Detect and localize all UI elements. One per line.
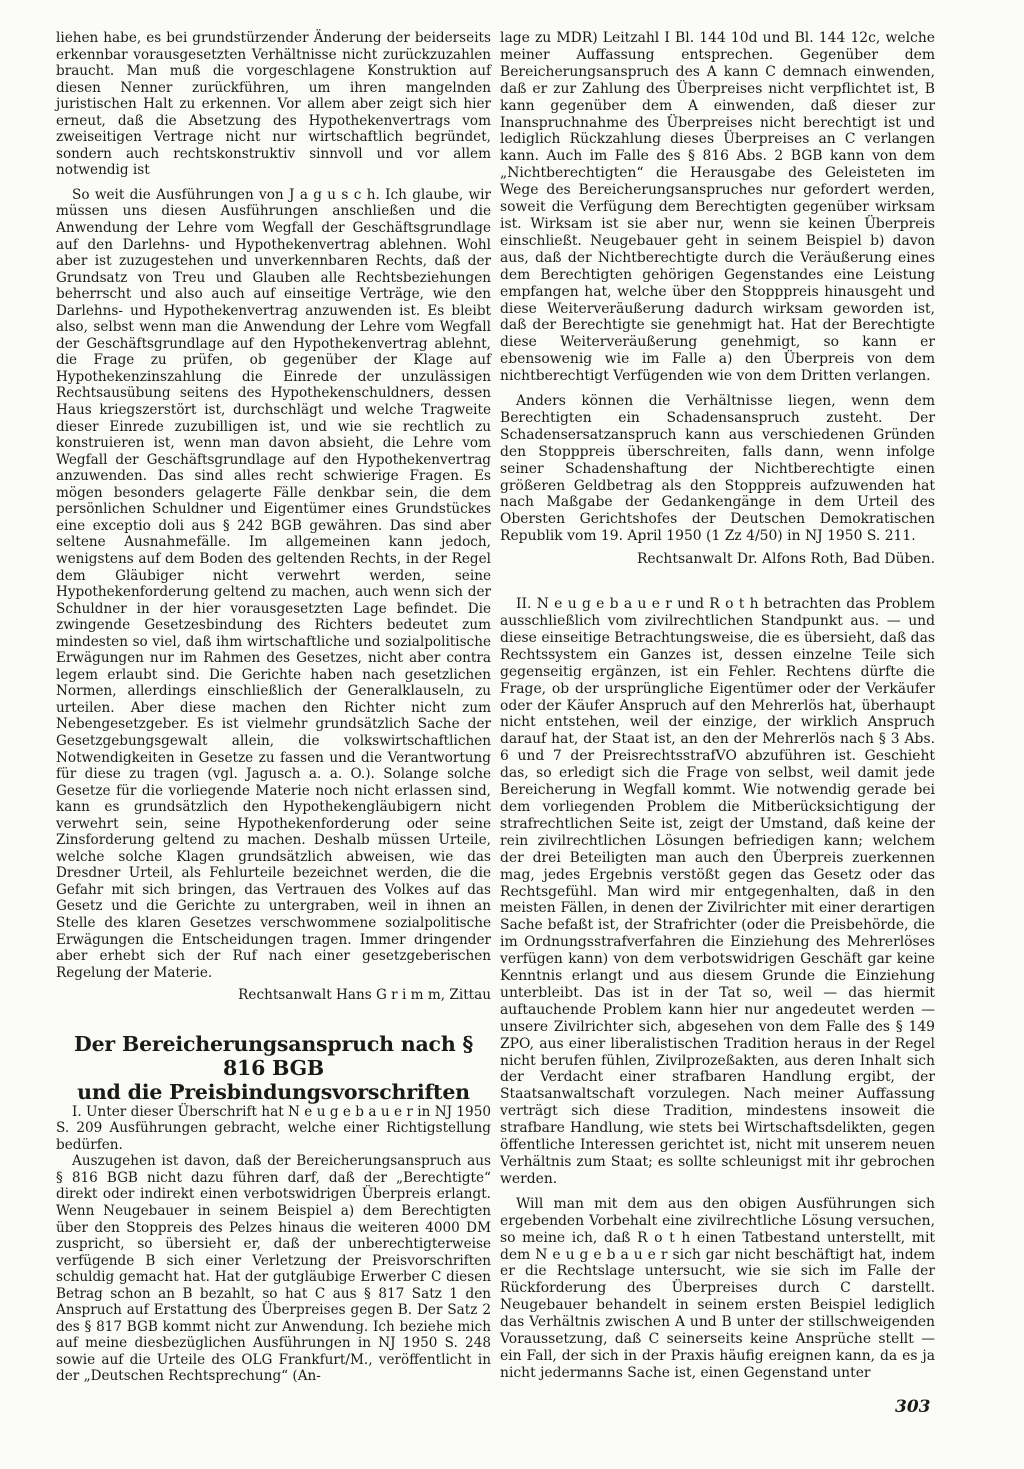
- page-number: 303: [895, 1397, 931, 1417]
- article-heading-line1: Der Bereicherungsanspruch nach § 816 BGB: [74, 1031, 473, 1080]
- paragraph: So weit die Ausführungen von J a g u s c h. Ich glaube, wir müssen uns diesen Ausführungen anschließen und die Anwendung der Lehre vom Wegfall der Geschäftsgrundlage auf den Darlehns- und Hypothekenvertrag ablehnen. Wohl aber ist zuzugestehen und unverkennbaren Rechts, daß der Grundsatz von Treu und Glauben alle Rechtsbeziehungen beherrscht und also auch auf einseitige Verträge, wie den Darlehns- und Hypothekenvertrag anzuwenden ist. Es bleibt also, selbst wenn man die Anwendung der Lehre vom Wegfall der Geschäftsgrundlage auf den Hypothekenvertrag ablehnt, die Frage zu prüfen, ob gegenüber der Klage auf Hypothekenzinszahlung die Einrede der unzulässigen Rechtsausübung seitens des Hypothekenschuldners, dessen Haus kriegszerstört ist, durchschlägt und welche Tragweite dieser Einrede zuzubilligen ist, und wie sie rechtlich zu konstruieren ist, wenn man davon absieht, die Lehre vom Wegfall der Geschäftsgrundlage auf den Hypothekenvertrag anzuwenden. Das sind alles recht schwierige Fragen. Es mögen besonders gelagerte Fälle denkbar sein, die dem persönlichen Schuldner und Eigentümer eines Grundstückes eine exceptio doli aus § 242 BGB gewähren. Das sind aber seltene Ausnahmefälle. Im allgemeinen kann jedoch, wenigstens auf dem Boden des geltenden Rechts, in der Regel dem Gläubiger nicht verwehrt werden, seine Hypothekenforderung geltend zu machen, auch wenn sich der Schuldner in der hier vorausgesetzten Lage befindet. Die zwingende Gesetzesbindung des Richters bedeutet zum mindesten so viel, daß ihm wirtschaftliche und sozialpolitische Erwägungen nur im Rahmen des Gesetzes, nicht aber contra legem erlaubt sind. Die Gerichte haben nach gesetzlichen Normen, allerdings einschließlich der Generalklauseln, zu urteilen. Aber diese machen den Richter nicht zum Nebengesetzgeber. Es ist vielmehr grundsätzlich Sache der Gesetzgebungsgewalt allein, die volkswirtschaftlichen Notwendigkeiten in Gesetze zu fassen und die Verantwortung für diese zu tragen (vgl. Jagusch a. a. O.). Solange solche Gesetze für die vorliegende Materie noch nicht erlassen sind, kann es grundsätzlich den Hypothekengläubigern nicht verwehrt sein, seine Hypothekenforderung oder seine Zinsforderung geltend zu machen. Deshalb müssen Urteile, welche solche Klagen grundsätzlich abweisen, wie das Dresdner Urteil, als Fehlurteile bezeichnet werden, die die Gefahr mit sich bringen, das Vertrauen des Volkes auf das Gesetz und die Gerichte zu untergraben, weil in ihnen an Stelle des klaren Gesetzes verschwommene sozialpolitische Erwägungen die Entscheidungen tragen. Immer dringender aber erhebt sich der Ruf nach einer gesetzgeberischen Regelung der Materie.: [56, 186, 491, 981]
- author-signature: Rechtsanwalt Hans G r i m m, Zittau: [238, 987, 491, 1004]
- paragraph: Auszugehen ist davon, daß der Bereicherungsanspruch aus § 816 BGB nicht dazu führen darf, daß der „Berechtigte“ direkt oder indirekt einen verbotswidrigen Überpreis erlangt. Wenn Neugebauer in seinem Beispiel a) dem Berechtigten über den Stoppreis des Pelzes hinaus die weiteren 4000 DM zuspricht, so übersieht er, daß der unberechtigterweise verfügende B sich einer Verletzung der Preisvorschriften schuldig gemacht hat. Hat der gutgläubige Erwerber C diesen Betrag schon an B bezahlt, so hat C aus § 817 Satz 1 den Anspruch auf Erstattung des Überpreises gegen B. Der Satz 2 des § 817 BGB kommt nicht zur Anwendung. Ich beziehe mich auf meine diesbezüglichen Ausführungen in NJ 1950 S. 248 sowie auf die Urteile des OLG Frankfurt/M., veröffentlicht in der „Deutschen Rechtsprechung“ (An-: [56, 1153, 491, 1385]
- paragraph: I. Unter dieser Überschrift hat N e u g e b a u e r in NJ 1950 S. 209 Ausführungen gebracht, welche einer Richtigstellung bedürfen.: [56, 1103, 491, 1153]
- article-heading-line2: und die Preisbindungsvorschriften: [77, 1079, 470, 1104]
- paragraph: Will man mit dem aus den obigen Ausführungen sich ergebenden Vorbehalt eine zivilrechtliche Lösung versuchen, so meine ich, daß R o t h einen Tatbestand unterstellt, mit dem N e u g e b a u e r sich gar nicht beschäftigt hat, indem er die Rechtslage untersucht, wie sie sich im Falle der Rückforderung des Überpreises durch C darstellt. Neugebauer behandelt in seinem ersten Beispiel lediglich das Verhältnis zwischen A und B unter der stillschweigenden Voraussetzung, daß C seinerseits keine Ansprüche stellt — ein Fall, der sich in der Praxis häufig ereignen kann, da es ja nicht jedermanns Sache ist, einen Gegenstand unter: [500, 1195, 935, 1381]
- left-column: [56, 30, 491, 1385]
- paragraph: liehen habe, es bei grundstürzender Änderung der beiderseits erkennbar vorausgesetzten Verhältnisse nicht zurückzuzahlen braucht. Man muß die vorgeschlagene Konstruktion auf diesen Nenner zurückführen, um ihren mangelnden juristischen Halt zu erkennen. Vor allem aber zeigt sich hier erneut, daß die Absetzung des Hypothekenvertrags vom zweiseitigen Vertrage nicht nur wirtschaftlich begründet, sondern auch rechtskonstruktiv sinnvoll und vor allem notwendig ist: [56, 30, 491, 179]
- paragraph: lage zu MDR) Leitzahl I Bl. 144 10d und Bl. 144 12c, welche meiner Auffassung entsprechen. Gegenüber dem Bereicherungsanspruch des A kann C demnach einwenden, daß er zur Zahlung des Überpreises nicht verpflichtet ist, B kann gegenüber dem A einwenden, daß dieser zur Inanspruchnahme des Überpreises nicht berechtigt ist und lediglich Rückzahlung dieses Überpreises an C verlangen kann. Auch im Falle des § 816 Abs. 2 BGB kann von dem „Nichtberechtigten“ die Herausgabe des Geleisteten im Wege des Bereicherungsanspruches nur gefordert werden, soweit die Verfügung dem Berechtigten gegenüber wirksam ist. Wirksam ist sie aber nur, wenn sie keinen Überpreis einschließt. Neugebauer geht in seinem Beispiel b) davon aus, daß der Nichtberechtigte durch die Veräußerung eines dem Berechtigten gehörigen Gegenstandes eine Leistung empfangen hat, welche über den Stopppreis hinausgeht und diese Weiterveräußerung dadurch wirksam geworden ist, daß der Berechtigte sie genehmigt hat. Hat der Berechtigte diese Weiterveräußerung genehmigt, so kann er ebensowenig wie im Falle a) den Überpreis von dem nichtberechtigt Verfügenden wie von dem Dritten verlangen.: [500, 30, 935, 385]
- article-heading: [56, 1032, 491, 1104]
- paragraph: II. N e u g e b a u e r und R o t h betrachten das Problem ausschließlich vom zivilrechtlichen Standpunkt aus. — und diese einseitige Betrachtungsweise, die es übersieht, daß das Rechtssystem ein Ganzes ist, dessen einzelne Teile sich gegenseitig ergänzen, ist ein Fehler. Rechtens dürfte die Frage, ob der ursprüngliche Eigentümer oder der Verkäufer oder der Käufer Anspruch auf den Mehrerlös hat, überhaupt nicht entstehen, weil der einzige, der wirklich Anspruch darauf hat, der Staat ist, an den der Mehrerlös nach § 3 Abs. 6 und 7 der PreisrechtsstrafVO abzuführen ist. Geschieht das, so erledigt sich die Frage von selbst, weil damit jede Bereicherung in Wegfall kommt. Wie notwendig gerade bei dem vorliegenden Problem die Mitberücksichtigung der strafrechtlichen Seite ist, zeigt der Umstand, daß keine der rein zivilrechtlichen Lösungen befriedigen kann; welchem der drei Beteiligten man auch den Überpreis zuerkennen mag, jedes Ergebnis verstößt gegen das Gesetz oder das Rechtsgefühl. Man wird mir entgegenhalten, daß in den meisten Fällen, in denen der Zivilrichter mit einer derartigen Sache befaßt ist, der Strafrichter (oder die Preisbehörde, die im Ordnungsstrafverfahren die Einziehung des Mehrerlöses verfügen kann) von dem verbotswidrigen Geschäft gar keine Kenntnis erlangt und aus diesem Grunde die Einziehung unterbleibt. Das ist in der Tat so, weil — das hiermit auftauchende Problem kann hier nur angedeutet werden — unsere Zivilrichter sich, abgesehen von dem Falle des § 149 ZPO, aus einer liberalistischen Tradition heraus in der Regel nicht berufen fühlen, Zivilprozeßakten, aus deren Inhalt sich der Verdacht einer strafbaren Handlung ergibt, der Staatsanwaltschaft vorzulegen. Nach meiner Auffassung verträgt sich diese Tradition, mindestens insoweit die strafbare Handlung, wie stets bei Wirtschaftsdelikten, gegen öffentliche Interessen gerichtet ist, nicht mit unserem neuen Verhältnis zum Staat; es sollte schleunigst mit ihr gebrochen werden.: [500, 596, 935, 1187]
- right-column: [500, 30, 935, 1382]
- paragraph: Anders können die Verhältnisse liegen, wenn dem Berechtigten ein Schadensanspruch zusteht. Der Schadensersatzanspruch kann aus verschiedenen Gründen den Stopppreis überschreiten, falls dann, wenn infolge seiner Schadenshaftung der Nichtberechtigte einen größeren Geldbetrag als den Stopppreis aufzuwenden hat nach Maßgabe der Gedankengänge in dem Urteil des Obersten Gerichtshofes der Deutschen Demokratischen Republik vom 19. April 1950 (1 Zz 4/50) in NJ 1950 S. 211.: [500, 393, 935, 545]
- author-signature: Rechtsanwalt Dr. Alfons Roth, Bad Düben.: [636, 551, 935, 568]
